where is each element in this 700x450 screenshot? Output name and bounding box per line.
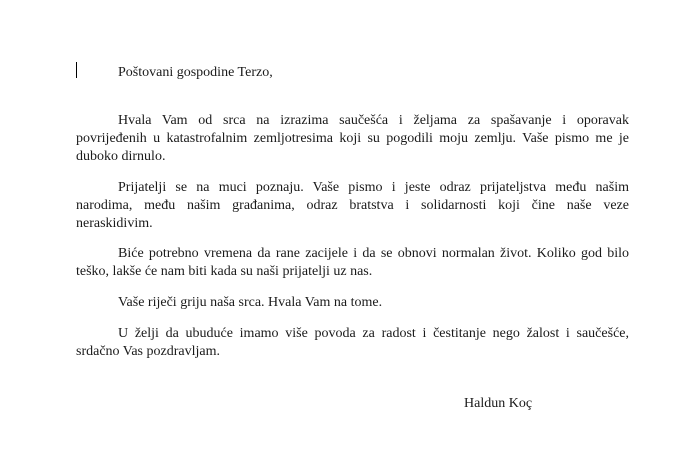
paragraph-2 xyxy=(76,179,629,233)
paragraph-line: Hvala Vam od srca na izrazima saučešća i željama za spašavanje i oporavak xyxy=(118,113,629,128)
paragraph-line: povrijeđenih u katastrofalnim zemljotresima koji su pogodili moju zemlju. Vaše pismo me je xyxy=(76,131,629,146)
paragraph-line: duboko dirnulo. xyxy=(76,149,166,164)
paragraph-line: srdačno Vas pozdravljam. xyxy=(76,344,220,359)
paragraph-3 xyxy=(76,245,629,281)
paragraph-line: neraskidivim. xyxy=(76,216,153,231)
paragraph-line: U želji da ubuduće imamo više povoda za radost i čestitanje nego žalost i saučešće, xyxy=(118,326,629,341)
paragraph-line: Prijatelji se na muci poznaju. Vaše pismo i jeste odraz prijateljstva među našim xyxy=(118,180,629,195)
text-cursor xyxy=(76,62,77,78)
paragraph-1 xyxy=(76,112,629,166)
paragraph-5 xyxy=(76,325,629,361)
paragraph-line: narodima, među našim građanima, odraz bratstva i solidarnosti koji čine naše veze xyxy=(76,198,629,213)
letter-greeting: Poštovani gospodine Terzo, xyxy=(118,65,273,80)
signature-name: Haldun Koç xyxy=(464,396,533,411)
paragraph-line: teško, lakše će nam biti kada su naši prijatelji uz nas. xyxy=(76,264,373,279)
paragraph-line: Biće potrebno vremena da rane zacijele i da se obnovi normalan život. Koliko god bilo xyxy=(118,246,629,261)
paragraph-4 xyxy=(76,294,629,312)
paragraph-line: Vaše riječi griju naša srca. Hvala Vam na tome. xyxy=(118,295,383,310)
